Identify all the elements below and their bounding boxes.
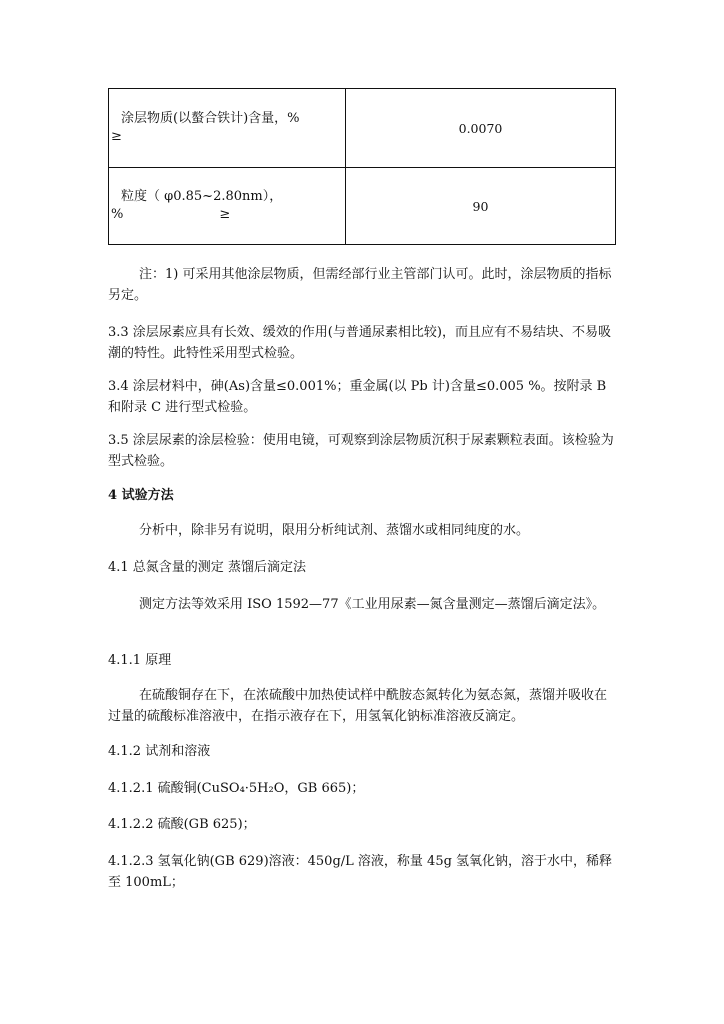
spec-table bbox=[108, 88, 616, 245]
particle-size-unit-line bbox=[109, 206, 345, 224]
section-3-4: 3.4 涂层材料中，砷(As)含量≤0.001%；重金属(以 Pb 计)含量≤0.005 %。按附录 B 和附录 C 进行型式检验。 bbox=[108, 379, 607, 415]
particle-size-value: 90 bbox=[346, 168, 616, 245]
section-4-1-2-1: 4.1.2.1 硫酸铜(CuSO₄·5H₂O，GB 665)； bbox=[108, 781, 365, 796]
section-4-intro: 分析中，除非另有说明，限用分析纯试剂、蒸馏水或相同纯度的水。 bbox=[139, 523, 530, 538]
note-paragraph: 注：1) 可采用其他涂层物质，但需经部行业主管部门认可。此时，涂层物质的指标另定。 bbox=[108, 267, 612, 303]
section-4-1-2-3: 4.1.2.3 氢氧化钠(GB 629)溶液：450g/L 溶液，称量 45g 氢氧化钠，溶于水中，稀释至 100mL； bbox=[108, 854, 613, 890]
particle-size-geq: ≥ bbox=[219, 207, 231, 222]
section-4-1-2-2: 4.1.2.2 硫酸(GB 625)； bbox=[108, 817, 256, 832]
table-row bbox=[109, 168, 616, 245]
particle-size-percent: % bbox=[111, 207, 124, 222]
section-4-1-1-heading: 4.1.1 原理 bbox=[108, 653, 172, 668]
particle-size-label: 粒度（ φ0.85~2.80nm）， bbox=[121, 189, 283, 204]
section-3-3: 3.3 涂层尿素应具有长效、缓效的作用(与普通尿素相比较)，而且应有不易结块、不易吸潮的特性。此特性采用型式检验。 bbox=[108, 325, 611, 361]
table-cell-label bbox=[109, 168, 346, 245]
section-3-5: 3.5 涂层尿素的涂层检验：使用电镜，可观察到涂层物质沉积于尿素颗粒表面。该检验为型式检验。 bbox=[108, 433, 614, 469]
section-4-1-2-heading: 4.1.2 试剂和溶液 bbox=[108, 744, 211, 759]
section-4-heading: 4 试验方法 bbox=[108, 488, 174, 503]
section-4-1-heading: 4.1 总氮含量的测定 蒸馏后滴定法 bbox=[108, 560, 306, 575]
section-4-1-text: 测定方法等效采用 ISO 1592—77《工业用尿素—氮含量测定—蒸馏后滴定法》。 bbox=[139, 597, 606, 612]
table-row bbox=[109, 89, 616, 168]
table-cell-label bbox=[109, 89, 346, 168]
section-4-1-1-text: 在硫酸铜存在下，在浓硫酸中加热使试样中酰胺态氮转化为氨态氮，蒸馏并吸收在过量的硫酸标准溶液中，在指示液存在下，用氢氧化钠标准溶液反滴定。 bbox=[108, 688, 608, 724]
coating-content-geq: ≥ bbox=[111, 129, 122, 144]
coating-content-label: 涂层物质(以螯合铁计)含量，% bbox=[121, 111, 300, 126]
coating-content-value: 0.0070 bbox=[346, 89, 616, 168]
